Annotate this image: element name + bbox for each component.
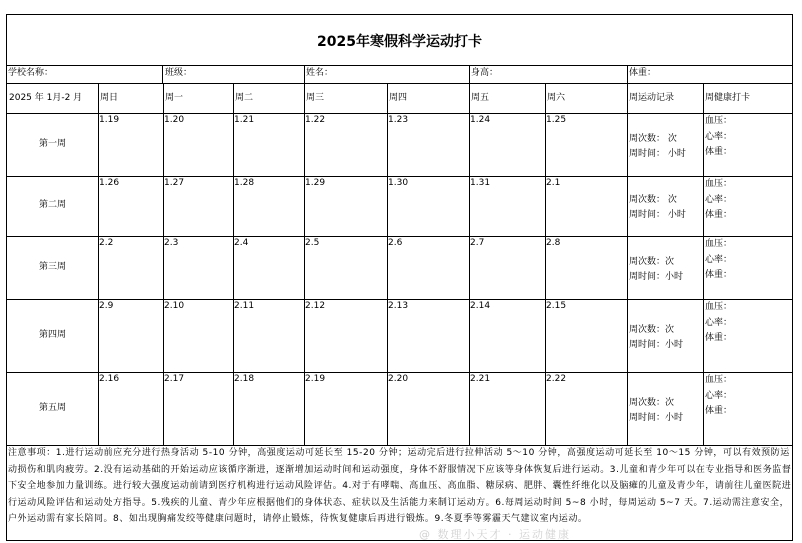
date-cell: 2.10: [164, 301, 185, 311]
date-cell: 1.26: [99, 178, 120, 188]
row-divider: [7, 372, 792, 373]
watermark: @ 数理小天才 · 运动健康: [419, 528, 571, 541]
row-divider: [7, 83, 792, 84]
health-item: 血压：: [705, 179, 733, 189]
weekly-time: 周时间：小时: [629, 271, 684, 282]
class-label: 班级：: [165, 68, 193, 78]
weekly-count: 周次数：次: [629, 256, 675, 267]
weekly-count: 周次数： 次: [629, 133, 677, 144]
health-item: 心率：: [705, 194, 733, 205]
date-cell: 2.16: [99, 374, 120, 384]
column-divider: [469, 83, 470, 445]
date-cell: 1.21: [234, 115, 255, 125]
week-label: 第三周: [38, 261, 66, 272]
column-divider: [233, 83, 234, 445]
date-cell: 2.2: [99, 238, 114, 248]
column-divider: [387, 83, 388, 445]
health-item: 心率：: [705, 131, 733, 142]
health-item: 体重：: [705, 147, 733, 157]
health-item: 体重：: [705, 333, 733, 343]
date-cell: 1.27: [164, 178, 185, 188]
column-divider: [545, 83, 546, 445]
date-cell: 2.7: [470, 238, 485, 248]
weekly-time: 周时间：小时: [629, 412, 684, 423]
header-cell: 周一: [165, 93, 184, 103]
weekly-time: 周时间： 小时: [629, 210, 686, 220]
health-item: 血压：: [705, 302, 733, 312]
date-cell: 2.9: [99, 301, 114, 311]
date-cell: 2.14: [470, 301, 491, 311]
header-cell: 2025 年 1月-2 月: [9, 93, 83, 103]
date-cell: 2.19: [305, 374, 326, 384]
row-divider: [7, 299, 792, 300]
date-cell: 2.12: [305, 301, 326, 311]
date-cell: 2.13: [388, 301, 409, 311]
row-divider: [7, 176, 792, 177]
health-item: 体重：: [705, 210, 733, 220]
checkin-sheet: [6, 14, 793, 541]
weight-label: 体重：: [629, 68, 657, 78]
date-cell: 1.25: [546, 115, 567, 125]
column-divider: [469, 65, 470, 83]
date-cell: 2.15: [546, 301, 567, 311]
header-cell: 周四: [389, 93, 408, 103]
week-label: 第一周: [38, 138, 66, 149]
column-divider: [703, 83, 704, 445]
date-cell: 2.17: [164, 374, 185, 384]
column-divider: [163, 83, 164, 445]
school-name-label: 学校名称：: [8, 68, 54, 78]
date-cell: 2.5: [305, 238, 320, 248]
date-cell: 2.18: [234, 374, 255, 384]
health-item: 血压：: [705, 375, 733, 385]
column-divider: [98, 83, 99, 445]
sheet-title: 2025年寒假科学运动打卡: [317, 34, 482, 50]
header-cell: 周日: [100, 93, 119, 103]
header-cell: 周健康打卡: [705, 93, 751, 103]
health-item: 心率：: [705, 317, 733, 328]
row-divider: [7, 65, 792, 66]
health-item: 体重：: [705, 270, 733, 280]
date-cell: 1.28: [234, 178, 255, 188]
health-item: 体重：: [705, 406, 733, 416]
notes-text: 注意事项：1.进行运动前应充分进行热身活动 5-10 分钟，高强度运动可延长至 15-20 分钟；运动完后进行拉伸活动 5～10 分钟，高强度运动可延长至 10～15 分钟，可以有效预防运动损伤和肌肉疲劳。2.没有运动基础的开始运动应该循序渐进，逐渐增加运动时间和运动强度，身体不舒服情况下应该等身体恢复后进行运动。3.儿童和青少年可以在专业指导和医务监督下安全地参加力量训练。进行较大强度运动前请到医疗机构进行运动风险评估。4.对于有哮喘、高血压、高血脂、糖尿病、肥胖、囊性纤维化以及脑瘫的儿童及青少年，请前往儿童医院进行运动风险评估和运动处方指导。5.残疾的儿童、青少年应根据他们的身体状态、症状以及生活能力来制订运动方。6.每周运动时间 5~8 小时，每周运动 5~7 天。7.运动需注意安全，户外运动需有家长陪同。8、如出现胸痛发绞等健康问题时，请停止锻炼，待恢复健康后再进行锻炼。9.冬夏季等雾霾天气建议室内运动。: [8, 448, 792, 524]
column-divider: [627, 83, 628, 445]
header-cell: 周五: [471, 93, 490, 103]
date-cell: 2.1: [546, 178, 561, 188]
column-divider: [304, 83, 305, 445]
weekly-time: 周时间：小时: [629, 339, 684, 350]
student-name-label: 姓名：: [306, 68, 334, 78]
health-item: 血压：: [705, 239, 733, 249]
date-cell: 1.19: [99, 115, 120, 125]
health-item: 心率：: [705, 390, 733, 401]
date-cell: 2.8: [546, 238, 561, 248]
date-cell: 2.20: [388, 374, 409, 384]
header-cell: 周六: [547, 93, 566, 103]
column-divider: [162, 65, 163, 83]
date-cell: 2.6: [388, 238, 403, 248]
date-cell: 2.22: [546, 374, 567, 384]
date-cell: 1.31: [470, 178, 491, 188]
date-cell: 1.24: [470, 115, 491, 125]
week-label: 第二周: [38, 200, 66, 210]
date-cell: 1.23: [388, 115, 409, 125]
header-cell: 周运动记录: [629, 93, 675, 103]
week-label: 第四周: [38, 329, 66, 340]
weekly-count: 周次数：次: [629, 324, 675, 335]
height-label: 身高：: [471, 68, 499, 78]
weekly-time: 周时间： 小时: [629, 148, 686, 159]
date-cell: 1.22: [305, 115, 326, 125]
date-cell: 1.29: [305, 178, 326, 188]
week-label: 第五周: [38, 402, 66, 413]
health-item: 血压：: [705, 116, 733, 126]
date-cell: 2.3: [164, 238, 179, 248]
header-cell: 周二: [235, 93, 254, 103]
weekly-count: 周次数： 次: [629, 195, 677, 205]
row-divider: [7, 236, 792, 237]
health-item: 心率：: [705, 254, 733, 265]
header-cell: 周三: [306, 93, 325, 103]
row-divider: [7, 445, 792, 446]
row-divider: [7, 113, 792, 114]
column-divider: [304, 65, 305, 83]
date-cell: 2.11: [234, 301, 255, 311]
column-divider: [627, 65, 628, 83]
date-cell: 2.4: [234, 238, 249, 248]
date-cell: 2.21: [470, 374, 491, 384]
weekly-count: 周次数：次: [629, 397, 675, 408]
date-cell: 1.20: [164, 115, 185, 125]
date-cell: 1.30: [388, 178, 409, 188]
